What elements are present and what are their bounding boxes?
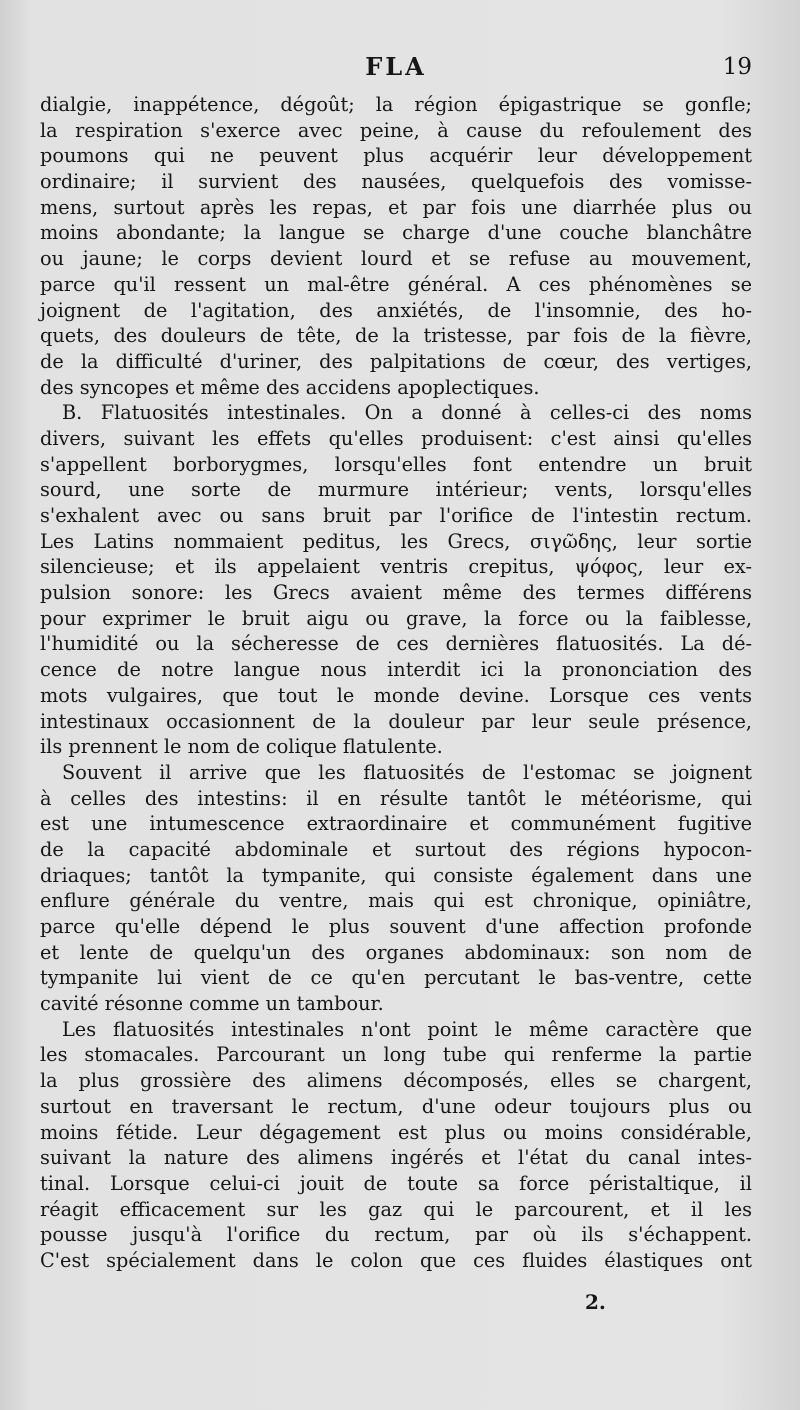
text-line: est une intumescence extraordinaire et communément fugitive bbox=[40, 812, 752, 836]
text-line: cavité résonne comme un tambour. bbox=[40, 992, 384, 1016]
text-line: ils prennent le nom de colique flatulente. bbox=[40, 735, 443, 759]
text-line: moins abondante; la langue se charge d'une couche blanchâtre bbox=[40, 221, 752, 245]
text-line: ou jaune; le corps devient lourd et se refuse au mouvement, bbox=[40, 247, 752, 271]
text-line: Les Latins nommaient peditus, les Grecs, σιγῶδης, leur sortie bbox=[40, 529, 752, 553]
running-title: FLA bbox=[365, 52, 427, 81]
text-line: tinal. Lorsque celui-ci jouit de toute sa force péristaltique, il bbox=[40, 1171, 752, 1195]
text-line: la respiration s'exerce avec peine, à cause du refoulement des bbox=[40, 118, 752, 142]
text-line: ordinaire; il survient des nausées, quelquefois des vomisse- bbox=[40, 170, 752, 194]
text-line: et lente de quelqu'un des organes abdominaux: son nom de bbox=[40, 940, 752, 964]
text-line: des syncopes et même des accidens apoplectiques. bbox=[40, 375, 540, 399]
text-line: joignent de l'agitation, des anxiétés, de l'insomnie, des ho- bbox=[40, 298, 752, 322]
text-line: s'appellent borborygmes, lorsqu'elles font entendre un bruit bbox=[40, 452, 752, 476]
text-line: parce qu'il ressent un mal-être général. A ces phénomènes se bbox=[40, 272, 752, 296]
text-line: suivant la nature des alimens ingérés et l'état du canal intes- bbox=[40, 1146, 752, 1170]
text-line: parce qu'elle dépend le plus souvent d'une affection profonde bbox=[40, 915, 752, 938]
text-line: B. Flatuosités intestinales. On a donné à celles-ci des noms bbox=[62, 401, 752, 425]
body-text bbox=[40, 92, 752, 1274]
text-line: C'est spécialement dans le colon que ces fluides élastiques ont bbox=[40, 1248, 752, 1272]
signature-mark: 2. bbox=[585, 1290, 606, 1314]
page-header bbox=[40, 52, 752, 92]
text-line: de la capacité abdominale et surtout des régions hypocon- bbox=[40, 837, 752, 861]
text-line: à celles des intestins: il en résulte tantôt le météorisme, qui bbox=[40, 786, 752, 810]
text-line: mens, surtout après les repas, et par fois une diarrhée plus ou bbox=[40, 195, 752, 219]
text-line: mots vulgaires, que tout le monde devine. Lorsque ces vents bbox=[40, 683, 752, 707]
text-line: enflure générale du ventre, mais qui est chronique, opiniâtre, bbox=[40, 889, 752, 913]
text-line: driaques; tantôt la tympanite, qui consiste également dans une bbox=[40, 863, 752, 887]
text-line: pousse jusqu'à l'orifice du rectum, par où ils s'échappent. bbox=[40, 1223, 752, 1247]
text-line: de la difficulté d'uriner, des palpitations de cœur, des vertiges, bbox=[40, 349, 752, 373]
page-footer bbox=[40, 1290, 752, 1320]
text-line: dialgie, inappétence, dégoût; la région épigastrique se gonfle; bbox=[40, 93, 752, 116]
text-line: Souvent il arrive que les flatuosités de l'estomac se joignent bbox=[62, 760, 752, 784]
text-line: sourd, une sorte de murmure intérieur; vents, lorsqu'elles bbox=[40, 478, 752, 502]
text-line: surtout en traversant le rectum, d'une odeur toujours plus ou bbox=[40, 1094, 752, 1118]
text-line: pulsion sonore: les Grecs avaient même des termes différens bbox=[40, 581, 752, 605]
text-line: divers, suivant les effets qu'elles produisent: c'est ainsi qu'elles bbox=[40, 426, 752, 450]
text-line: s'exhalent avec ou sans bruit par l'orifice de l'intestin rectum. bbox=[40, 504, 752, 527]
page-number: 19 bbox=[722, 54, 752, 80]
text-line: quets, des douleurs de tête, de la tristesse, par fois de la fièvre, bbox=[40, 324, 752, 348]
text-line: intestinaux occasionnent de la douleur par leur seule présence, bbox=[40, 709, 752, 733]
text-line: cence de notre langue nous interdit ici la prononciation des bbox=[40, 658, 752, 682]
text-line: l'humidité ou la sécheresse de ces dernières flatuosités. La dé- bbox=[40, 632, 752, 656]
text-line: moins fétide. Leur dégagement est plus ou moins considérable, bbox=[40, 1120, 752, 1144]
text-line: Les flatuosités intestinales n'ont point le même caractère que bbox=[62, 1017, 752, 1041]
text-line: réagit efficacement sur les gaz qui le parcourent, et il les bbox=[40, 1197, 752, 1221]
text-line: poumons qui ne peuvent plus acquérir leur développement bbox=[40, 144, 752, 168]
text-line: pour exprimer le bruit aigu ou grave, la force ou la faiblesse, bbox=[40, 606, 752, 630]
text-line: la plus grossière des alimens décomposés, elles se chargent, bbox=[40, 1069, 752, 1093]
text-line: les stomacales. Parcourant un long tube qui renferme la partie bbox=[40, 1043, 752, 1067]
text-line: silencieuse; et ils appelaient ventris crepitus, ψόφος, leur ex- bbox=[40, 555, 752, 579]
text-line: tympanite lui vient de ce qu'en percutant le bas-ventre, cette bbox=[40, 966, 752, 990]
